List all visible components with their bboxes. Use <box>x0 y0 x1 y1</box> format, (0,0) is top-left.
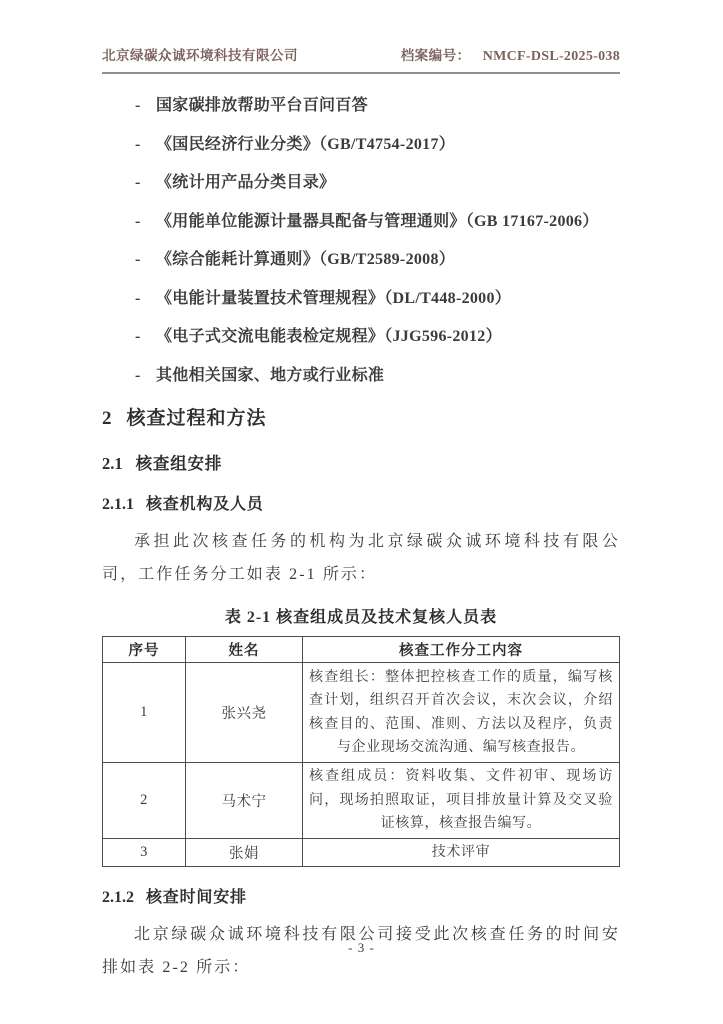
paragraph-schedule-body: 北京绿碳众诚环境科技有限公司接受此次核查任务的时间安排如表 2-2 所示： <box>102 926 620 976</box>
section-title: 核查组安排 <box>135 454 223 473</box>
archive-number-group <box>401 44 620 65</box>
table-row <box>103 838 620 867</box>
section-number: 2.1 <box>102 454 123 473</box>
page-header <box>102 44 620 74</box>
section-number: 2.1.1 <box>102 496 134 513</box>
section-number: 2 <box>102 408 112 429</box>
column-header-name: 姓名 <box>186 637 303 663</box>
cell-member-name: 张娟 <box>186 838 303 867</box>
section-heading-2 <box>102 403 620 430</box>
reference-text: 《电子式交流电能表检定规程》（JJG596-2012） <box>156 328 502 345</box>
dash-marker: - <box>135 251 141 268</box>
reference-list <box>102 95 620 387</box>
verification-team-table <box>102 636 620 867</box>
column-header-duty: 核查工作分工内容 <box>303 637 620 663</box>
dash-marker: - <box>135 97 141 114</box>
reference-text: 《国民经济行业分类》（GB/T4754-2017） <box>156 135 456 153</box>
cell-duty-description: 核查组长：整体把控核查工作的质量，编写核查计划，组织召开首次会议，末次会议，介绍核查目的、范围、准则、方法以及程序，负责与企业现场交流沟通、编写核查报告。 <box>303 663 620 763</box>
dash-marker: - <box>135 366 141 384</box>
table-caption: 表 2-1 核查组成员及技术复核人员表 <box>224 609 498 626</box>
cell-member-name: 张兴尧 <box>186 663 303 763</box>
reference-item <box>135 134 620 157</box>
column-header-no: 序号 <box>103 637 186 663</box>
table-header-row <box>103 637 620 663</box>
dash-marker: - <box>135 212 141 230</box>
reference-text: 其他相关国家、地方或行业标准 <box>156 366 385 384</box>
page-number: - 3 - <box>348 940 375 955</box>
section-number: 2.1.2 <box>102 889 134 906</box>
cell-duty-description: 技术评审 <box>303 838 620 867</box>
section-heading-2-1 <box>102 450 620 474</box>
reference-item <box>135 365 620 388</box>
section-title: 核查机构及人员 <box>146 496 264 513</box>
dash-marker: - <box>135 174 141 191</box>
reference-text: 《用能单位能源计量器具配备与管理通则》（GB 17167-2006） <box>156 212 599 230</box>
cell-member-name: 马术宁 <box>186 763 303 839</box>
archive-label: 档案编号： <box>400 48 471 63</box>
reference-text: 《电能计量装置技术管理规程》（DL/T448-2000） <box>156 289 512 307</box>
reference-item <box>135 249 620 272</box>
cell-serial-number: 3 <box>103 838 186 867</box>
reference-text: 《统计用产品分类目录》 <box>156 174 336 191</box>
reference-item <box>135 172 620 195</box>
table-row <box>103 663 620 763</box>
reference-item <box>135 211 620 234</box>
section-heading-2-1-2 <box>102 884 620 907</box>
dash-marker: - <box>135 328 141 345</box>
header-company-name: 北京绿碳众诚环境科技有限公司 <box>102 48 298 63</box>
cell-serial-number: 1 <box>103 663 186 763</box>
section-title: 核查时间安排 <box>146 889 247 906</box>
archive-number: NMCF-DSL-2025-038 <box>482 49 620 64</box>
reference-text: 国家碳排放帮助平台百问百答 <box>156 97 368 114</box>
cell-serial-number: 2 <box>103 763 186 839</box>
section-title: 核查过程和方法 <box>126 408 267 429</box>
table-row <box>103 763 620 839</box>
reference-text: 《综合能耗计算通则》（GB/T2589-2008） <box>156 251 456 268</box>
reference-item <box>135 95 620 118</box>
reference-item <box>135 288 620 311</box>
paragraph-verification-body: 承担此次核查任务的机构为北京绿碳众诚环境科技有限公司，工作任务分工如表 2-1 所示： <box>102 533 620 583</box>
section-heading-2-1-1 <box>102 491 620 514</box>
dash-marker: - <box>135 135 141 153</box>
cell-duty-description: 核查组成员：资料收集、文件初审、现场访问，现场拍照取证，项目排放量计算及交叉验证核算，核查报告编写。 <box>303 763 620 839</box>
dash-marker: - <box>135 289 141 307</box>
reference-item <box>135 326 620 349</box>
